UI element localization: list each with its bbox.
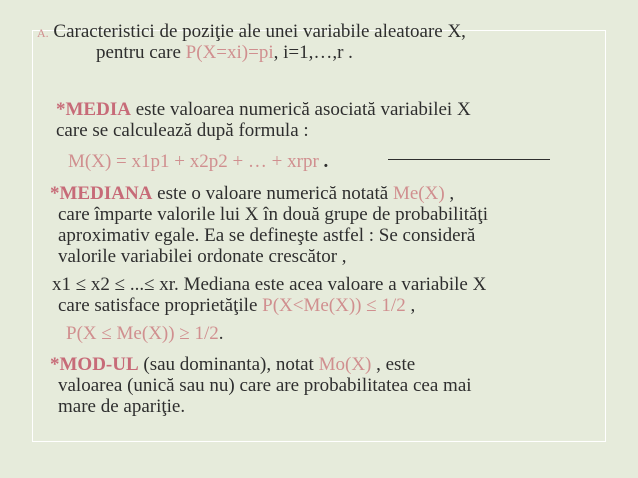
mediana-line-1: *MEDIANA este o valoare numerică notată Me(X) ,: [50, 183, 455, 204]
heading-line-2: pentru care P(X=xi)=pi, i=1,…,r .: [96, 42, 353, 63]
median-condition-1: P(X<Me(X)) ≤ 1/2: [262, 295, 406, 316]
heading-line-1: [37, 22, 466, 43]
section-letter: A.: [37, 26, 49, 40]
media-formula: M(X) = x1p1 + x2p2 + … + xrpr: [68, 151, 319, 172]
mediana-line-2: care împarte valorile lui X în două grupe de probabilităţi: [58, 204, 488, 225]
mod-term: *MOD-UL: [50, 354, 139, 375]
mediana-line-5: x1 ≤ x2 ≤ ...≤ xr. Mediana este acea valoare a variabile X: [52, 274, 487, 295]
mediana-line-7: P(X ≤ Me(X)) ≥ 1/2.: [66, 323, 224, 344]
mod-line-2: valoarea (unică sau nu) care are probabilitatea cea mai: [58, 375, 472, 396]
media-line-1: *MEDIA este valoarea numerică asociată variabilei X: [56, 99, 471, 120]
mediana-term: *MEDIANA: [50, 183, 153, 204]
media-term: *MEDIA: [56, 99, 131, 120]
mod-notation: Mo(X): [318, 354, 372, 375]
mod-line-1: *MOD-UL (sau dominanta), notat Mo(X) , este: [50, 354, 416, 375]
mediana-notation: Me(X): [392, 183, 445, 204]
mediana-line-3: aproximativ egale. Ea se defineşte astfel : Se consideră: [58, 225, 476, 246]
median-condition-2: P(X ≤ Me(X)) ≥ 1/2: [66, 323, 219, 344]
heading-title: Caracteristici de poziţie ale unei variabile aleatoare X,: [53, 21, 466, 42]
mediana-line-4: valorile variabilei ordonate crescător ,: [58, 246, 347, 267]
media-formula-line: M(X) = x1p1 + x2p2 + … + xrpr .: [68, 151, 329, 172]
formula-rule: [388, 159, 550, 160]
order-relation: x1 ≤ x2 ≤ ...≤ xr.: [52, 274, 179, 295]
media-line-2: care se calculează după formula :: [56, 120, 309, 141]
mediana-line-6: care satisface proprietăţile P(X<Me(X)) ≤ 1/2 ,: [58, 295, 416, 316]
mod-line-3: mare de apariţie.: [58, 396, 186, 417]
probability-expression: P(X=xi)=pi: [185, 42, 274, 63]
